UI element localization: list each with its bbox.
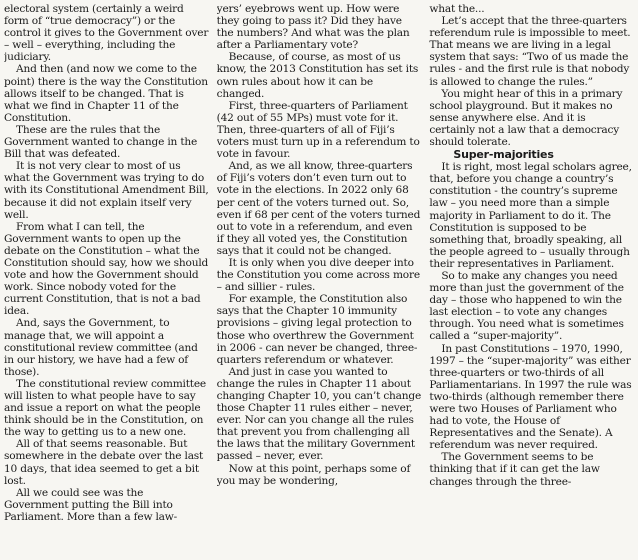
paragraph: These are the rules that the Government wanted to change in the Bill that was defeated. (4, 123, 198, 161)
paragraph: And just in case you wanted to change the rules in Chapter 11 about changing Chapter 10, you can’t change those Chapter 11 rules either – never, ever. Nor can you change all the rules that prevent you from challenging all the laws that the military Government passed – never, ever. (216, 365, 422, 463)
paragraph: In past Constitutions – 1970, 1990, 1997 – the “super-majority” was either three-quarters or two-thirds of all Parliamentarians. In 1997 the rule was two-thirds (although remember there were two Houses of Parliament who had to vote, the House of Representatives and the Senate). A referendum was never required. (429, 342, 632, 452)
paragraph: From what I can tell, the Government wants to open up the debate on the Constitution – what the Constitution should say, how we should vote and how the Government should work. Since nobody voted for the current Constitution, that is not a bad idea. (4, 220, 209, 318)
paragraph: It is only when you dive deeper into the Constitution you come across more – and sillier - rules. (216, 256, 420, 294)
paragraph: Let’s accept that the three-quarters referendum rule is impossible to meet. That means we are living in a legal system that says: “Two of us made the rules - and the first rule is that nobody is allowed to change the rules.” (429, 15, 631, 88)
column-2 (217, 3, 422, 560)
paragraph: Because, of course, as most of us know, the 2013 Constitution has set its own rules about how it can be changed. (216, 51, 419, 100)
column-1 (4, 3, 209, 560)
paragraph: All of that seems reasonable. But somewhere in the debate over the last 10 days, that idea seemed to get a bit lost. (4, 438, 204, 487)
paragraph: And, says the Government, to manage that, we will appoint a constitutional review committee (and in our history, we have had a few of those). (4, 317, 198, 378)
paragraph: And then (and now we come to the point) there is the way the Constitution allows itself to be changed. That is what we find in Chapter 11 of the Constitution. (4, 63, 208, 124)
paragraph: You might hear of this in a primary school playground. But it makes no sense anywhere else. And it is certainly not a law that a democracy should tolerate. (429, 87, 623, 149)
paragraph: First, three-quarters of Parliament (42 out of 55 MPs) must vote for it. Then, three-quarters of all of Fiji’s voters must turn up in a referendum to vote in favour. (216, 99, 420, 161)
paragraph: what the... (429, 3, 485, 15)
paragraph: Now at this point, perhaps some of you may be wondering, (216, 462, 411, 487)
paragraph: So to make any changes you need more than just the government of the day – those who happened to win the last election – to vote any changes through. You need what is sometimes called a “super-majority”. (429, 269, 624, 343)
paragraph: The Government seems to be thinking that if it can get the law changes through the three- (429, 451, 600, 488)
paragraph: And, as we all know, three-quarters of Fiji’s voters don’t even turn out to vote in the elections. In 2022 only 68 per cent of the voters turned out. So, even if 68 per cent of the voters turned out to vote in a referendum, and even if they all voted yes, the Constitution says that it could not be changed. (216, 160, 421, 257)
paragraph: It is right, most legal scholars agree, that, before you change a country’s constitution - the country’s supreme law – you need more than a simple majority in Parliament to do it. The Constitution is supposed to be something that, broadly speaking, all the people agreed to – usually through their representatives in Parliament. (429, 161, 632, 270)
paragraph: electoral system (certainly a weird form of “true democracy”) or the control it gives to the Government over – well – everything, including the judiciary. (4, 3, 209, 64)
paragraph: The constitutional review committee will listen to what people have to say and issue a report on what the people think should be in the Constitution, on the way to getting us to a new one. (4, 377, 206, 439)
section-subheading: Super-majorities (453, 148, 554, 162)
paragraph: It is not very clear to most of us what the Government was trying to do with its Constitutional Amendment Bill, because it did not explain itself very well. (4, 160, 209, 221)
paragraph: For example, the Constitution also says that the Chapter 10 immunity provisions – giving legal protection to those who overthrew the Government in 2006 - can never be changed, three-quarters referendum or whatever. (216, 293, 418, 366)
paragraph: yers’ eyebrows went up. How were they going to pass it? Did they have the numbers? And what was the plan after a Parliamentary vote? (216, 3, 410, 52)
column-3 (429, 3, 634, 560)
paragraph: All we could see was the Government putting the Bill into Parliament. More than a few law- (4, 486, 178, 523)
